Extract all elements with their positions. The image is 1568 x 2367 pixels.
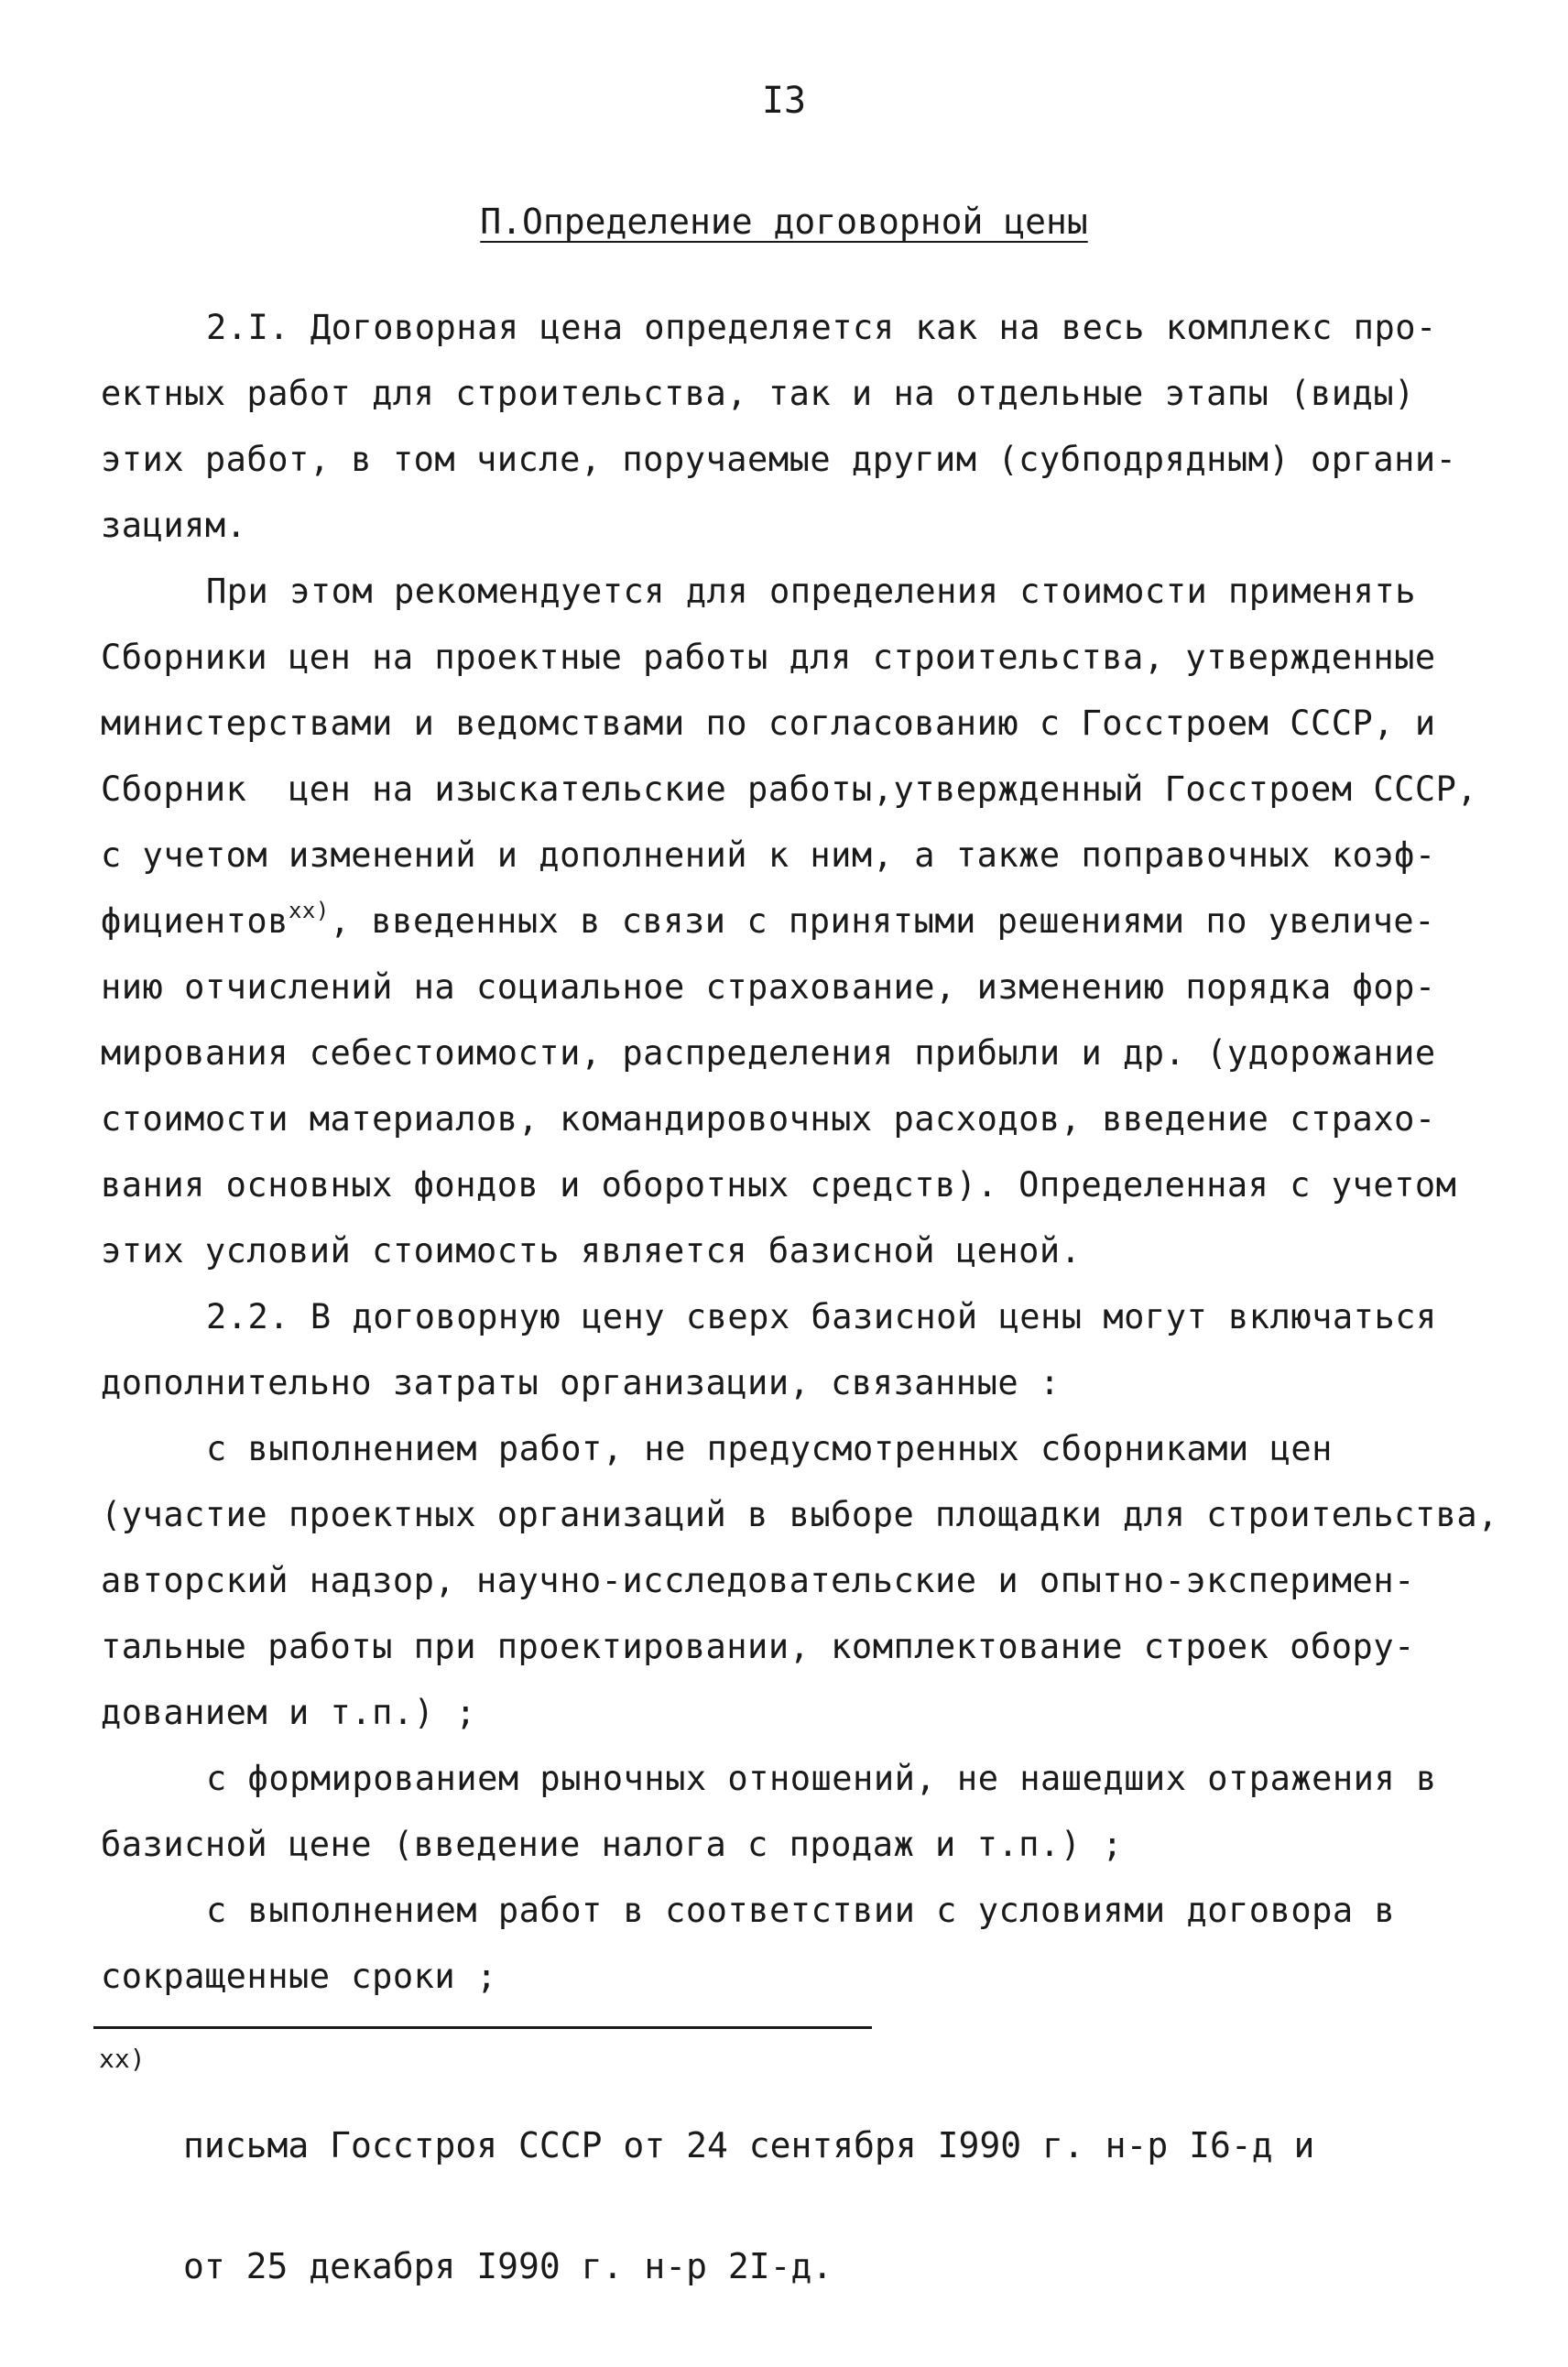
footnote-line: от 25 декабря I990 г. н-р 2I-д. — [183, 2246, 833, 2286]
text-line: с выполнением работ, не предусмотренных сборниками цен — [206, 1429, 1333, 1468]
text-line: стоимости материалов, командировочных расходов, введение страхо- — [101, 1099, 1436, 1139]
text-before-ref: фициентов — [101, 901, 289, 941]
text-line: дованием и т.п.) ; — [101, 1693, 476, 1732]
text-line: с выполнением работ в соответствии с условиями договора в — [206, 1891, 1396, 1930]
text-line: министерствами и ведомствами по согласованию с Госстроем СССР, и — [101, 704, 1436, 743]
text-line: Сборник цен на изыскательские работы,утвержденный Госстроем СССР, — [101, 769, 1478, 809]
section-title-text: П.Определение договорной цены — [480, 202, 1088, 242]
text-line: ектных работ для строительства, так и на отдельные этапы (виды) — [101, 374, 1415, 413]
text-line-with-footnote-ref — [101, 889, 1493, 954]
body-text — [101, 295, 1498, 2010]
footnote-line: письма Госстроя СССР от 24 сентября I990 г. н-р I6-д и — [183, 2125, 1315, 2165]
text-line: с учетом изменений и дополнений к ним, а также поправочных коэф- — [101, 835, 1436, 875]
text-line: (участие проектных организаций в выборе площадки для строительства, — [101, 1495, 1498, 1534]
text-line: с формированием рыночных отношений, не нашедших отражения в — [206, 1759, 1437, 1798]
footnote-reference: xx) — [288, 898, 330, 923]
text-line: сокращенные сроки ; — [101, 1957, 497, 1996]
footnote-divider — [93, 2026, 872, 2029]
text-line: этих работ, в том числе, поручаемые другим (субподрядным) органи- — [101, 440, 1457, 479]
footnote-mark: xx) — [99, 2044, 146, 2074]
text-line: мирования себестоимости, распределения прибыли и др. (удорожание — [101, 1033, 1436, 1073]
text-line: этих условий стоимость является базисной ценой. — [101, 1231, 1082, 1271]
text-line: авторский надзор, научно-исследовательские и опытно-эксперимен- — [101, 1561, 1415, 1600]
text-line: При этом рекомендуется для определения стоимости применять — [206, 572, 1417, 611]
text-line: 2.I. Договорная цена определяется как на весь комплекс про- — [206, 308, 1437, 347]
section-title — [0, 196, 1568, 247]
text-line: базисной цене (введение налога с продаж и т.п.) ; — [101, 1825, 1124, 1864]
text-line: 2.2. В договорную цену сверх базисной цены могут включаться — [206, 1297, 1437, 1336]
text-line: нию отчислений на социальное страхование, изменению порядка фор- — [101, 967, 1436, 1007]
text-line: Сборники цен на проектные работы для строительства, утвержденные — [101, 638, 1436, 677]
text-line: дополнительно затраты организации, связанные : — [101, 1363, 1061, 1402]
footnote-text — [183, 2045, 1314, 2367]
page-number: I3 — [761, 80, 807, 122]
text-line: тальные работы при проектировании, комплектование строек обору- — [101, 1627, 1415, 1666]
text-line: зациям. — [101, 506, 247, 545]
text-line: вания основных фондов и оборотных средств). Определенная с учетом — [101, 1165, 1457, 1205]
text-after-ref: , введенных в связи с принятыми решениями по увеличе- — [329, 901, 1435, 941]
